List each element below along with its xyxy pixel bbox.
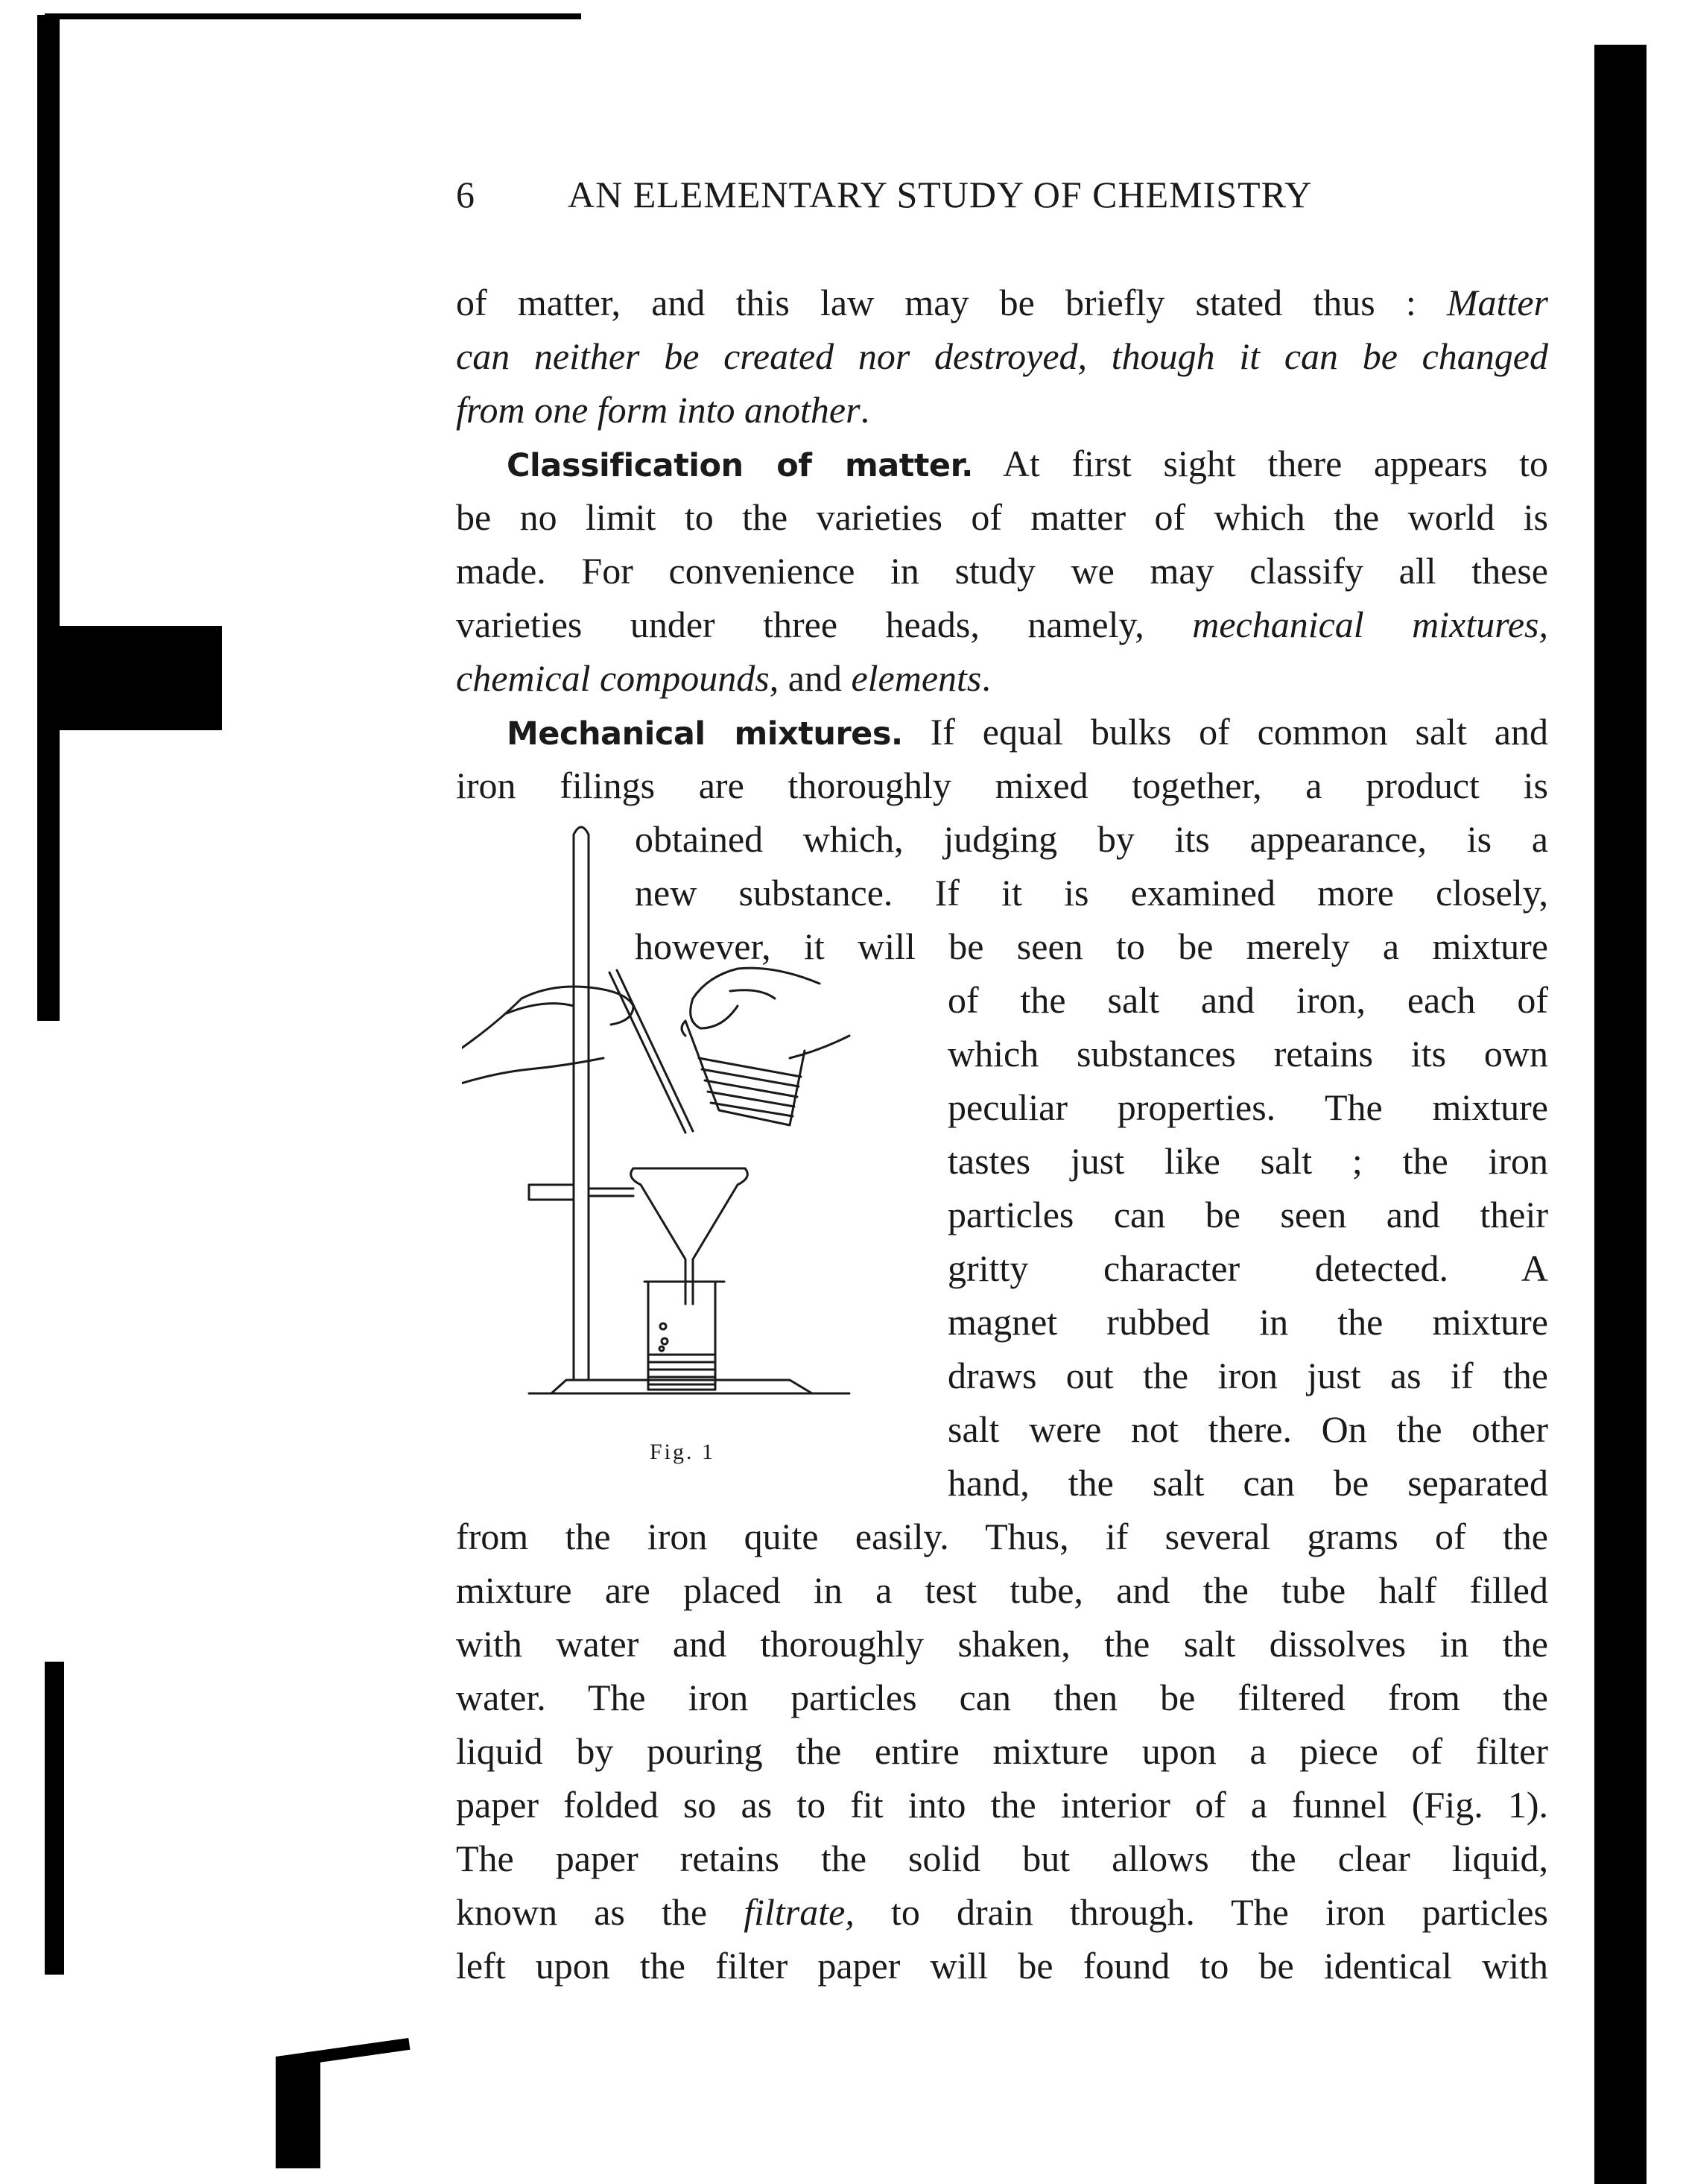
text-line: can neither be created nor destroyed, though it can be changed xyxy=(456,335,1548,377)
scan-edge-top xyxy=(45,13,581,19)
right-hand xyxy=(691,968,849,1058)
text-line: paper folded so as to fit into the interior of a funnel (Fig. 1). xyxy=(456,1784,1548,1826)
text-line: hand, the salt can be separated xyxy=(948,1462,1548,1504)
text-line: new substance. If it is examined more closely, xyxy=(635,872,1548,914)
text-line: which substances retains its own xyxy=(948,1033,1548,1074)
text-line: from one form into another. xyxy=(456,389,870,431)
clamp-arm xyxy=(529,1185,633,1200)
text-line: with water and thoroughly shaken, the salt dissolves in the xyxy=(456,1623,1548,1665)
text-line: tastes just like salt ; the iron xyxy=(948,1140,1548,1182)
text-line: made. For convenience in study we may classify all these xyxy=(456,550,1548,592)
scan-edge-left xyxy=(37,15,60,1021)
text-line: draws out the iron just as if the xyxy=(948,1355,1548,1396)
section-heading: Mechanical mixtures. xyxy=(507,715,903,753)
scan-edge-right xyxy=(1594,45,1647,2184)
text-line: The paper retains the solid but allows the clear liquid, xyxy=(456,1838,1548,1879)
text-line: gritty character detected. A xyxy=(948,1247,1548,1289)
running-header xyxy=(456,173,1447,216)
text-line: varieties under three heads, namely, mechanical mixtures, xyxy=(456,604,1548,645)
text-line: be no limit to the varieties of matter of which the world is xyxy=(456,496,1548,538)
text-line: known as the filtrate, to drain through. The iron particles xyxy=(456,1891,1549,1933)
text-line: salt were not there. On the other xyxy=(948,1408,1548,1450)
text-line: however, it will be seen to be merely a mixture xyxy=(635,925,1548,967)
text-line: mixture are placed in a test tube, and the tube half filled xyxy=(456,1569,1548,1611)
text-line: obtained which, judging by its appearance, is a xyxy=(635,818,1548,860)
section-heading-line: Mechanical mixtures. If equal bulks of common salt and xyxy=(507,711,1549,753)
text-line: iron filings are thoroughly mixed together, a product is xyxy=(456,765,1548,806)
text-line: of the salt and iron, each of xyxy=(948,979,1548,1021)
text-line: magnet rubbed in the mixture xyxy=(948,1301,1548,1343)
figure-caption: Fig. 1 xyxy=(650,1440,716,1464)
running-title: AN ELEMENTARY STUDY OF CHEMISTRY xyxy=(568,174,1313,215)
left-hand xyxy=(462,987,633,1088)
stand-rod xyxy=(574,827,589,1380)
stand-base xyxy=(529,1380,849,1393)
section-heading: Classification of matter. xyxy=(507,447,973,484)
section-heading-line: Classification of matter. At first sight there appears to xyxy=(507,443,1548,484)
scan-edge-left-blot xyxy=(58,626,222,730)
text-line: peculiar properties. The mixture xyxy=(948,1086,1548,1128)
text-line: water. The iron particles can then be filtered from the xyxy=(456,1677,1548,1718)
pouring-liquid xyxy=(699,1058,801,1116)
page-number: 6 xyxy=(456,174,475,215)
scan-mark-bottom-corner-arm xyxy=(276,2038,410,2069)
text-line: liquid by pouring the entire mixture upon a piece of filter xyxy=(456,1730,1548,1772)
text-line: from the iron quite easily. Thus, if several grams of the xyxy=(456,1516,1548,1557)
filtration-apparatus-illustration xyxy=(462,812,879,1423)
text-line: left upon the filter paper will be found to be identical with xyxy=(456,1945,1548,1987)
scan-mark-bottom-corner xyxy=(276,2057,320,2168)
text-line: particles can be seen and their xyxy=(948,1194,1548,1235)
text-line: chemical compounds, and elements. xyxy=(456,657,991,699)
text-line: of matter, and this law may be briefly stated thus : Matter xyxy=(456,282,1548,323)
scan-mark-bottom-left xyxy=(45,1662,64,1975)
